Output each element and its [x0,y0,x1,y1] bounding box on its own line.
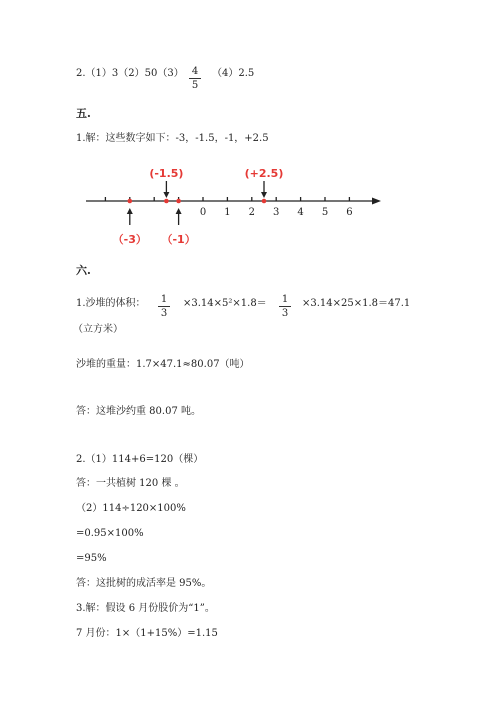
volume-unit: （立方米） [73,324,123,335]
point-marker [164,199,169,204]
point-label: (-1.5) [149,167,184,180]
q2-answer2: 答：这批树的成活率是 95%。 [76,578,212,589]
section-heading-5: 五. [76,107,91,120]
point-marker [128,199,133,204]
point-label: （-1） [161,233,196,246]
point-marker [262,199,267,204]
pointer-arrowhead [127,208,133,214]
volume-suffix: ×3.14×25×1.8＝47.1 [302,298,411,309]
q3-line1: 3.解：假设 6 月份股价为“1”。 [76,603,215,614]
point-label: (+2.5) [244,167,284,180]
answer-line-2-part-a: 2.（1）3（2）50（3） [76,68,184,79]
weight-line: 沙堆的重量：1.7×47.1≈80.07（吨） [76,359,250,370]
fraction-four-fifths [189,66,201,91]
q2-step2: =95% [76,553,107,564]
tick-label: 3 [273,207,280,218]
fraction-numerator: 4 [191,66,199,77]
volume-prefix: 1.沙堆的体积： [76,298,146,309]
q2-step1: =0.95×100% [76,528,144,539]
axis-arrowhead [372,198,381,205]
tick-label: 5 [321,207,329,218]
number-list-line: 1.解：这些数字如下：-3，-1.5，-1，+2.5 [76,133,269,144]
number-line-diagram [0,165,500,255]
q2-answer1: 答：一共植树 120 棵 。 [76,478,185,489]
tick-label: 4 [297,207,304,218]
number-line-ticks [105,197,352,218]
tick-label: 2 [248,207,255,218]
fraction-denominator: 3 [281,308,289,319]
fraction-denominator: 3 [160,308,168,319]
answer-weight: 答：这堆沙约重 80.07 吨。 [76,406,201,417]
fraction-denominator: 5 [191,80,199,91]
q3-line2: 7 月份：1×（1+15%）=1.15 [76,628,218,639]
pointer-arrowhead [176,208,182,214]
tick-label: 0 [199,207,207,218]
answer-line-2-part-b: （4）2.5 [212,68,255,79]
q2-part1: 2.（1）114+6=120（棵） [76,454,204,465]
fraction-one-third-a [158,294,170,319]
volume-mid: ×3.14×5²×1.8＝ [183,298,267,309]
pointer-arrowhead [163,192,169,198]
point-label: （-3） [112,233,147,246]
number-line-points [113,167,284,246]
fraction-numerator: 1 [281,294,289,305]
fraction-one-third-b [279,294,291,319]
tick-label: 1 [224,207,231,218]
section-heading-6: 六. [76,264,91,277]
q2-part2: （2）114÷120×100% [76,503,186,514]
point-marker [176,199,181,204]
pointer-arrowhead [261,192,267,198]
fraction-numerator: 1 [160,294,168,305]
tick-label: 6 [346,207,353,218]
